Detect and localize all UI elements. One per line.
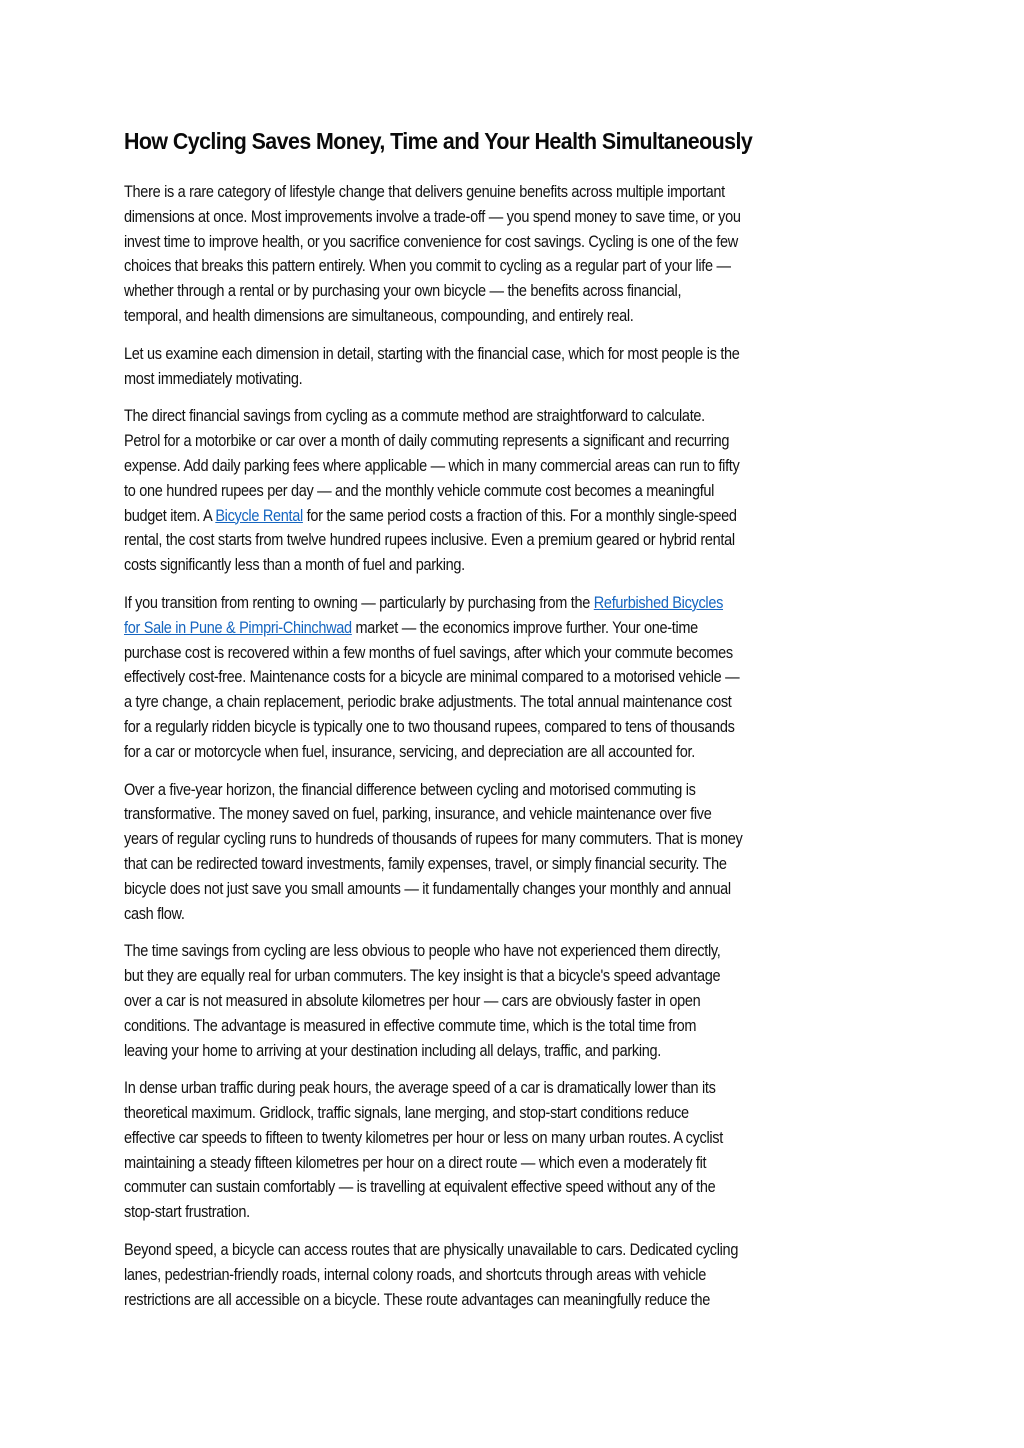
text-line: temporal, and health dimensions are simultaneous, compounding, and entirely real. <box>124 306 634 325</box>
text-line: years of regular cycling runs to hundreds of thousands of rupees for many commuters. That is money <box>124 830 743 849</box>
text-line: rental, the cost starts from twelve hundred rupees inclusive. Even a premium geared or hybrid rental <box>124 531 735 550</box>
text-line: lanes, pedestrian-friendly roads, internal colony roads, and shortcuts through areas with vehicle <box>124 1265 706 1284</box>
text-line: cash flow. <box>124 904 185 923</box>
text-line: costs significantly less than a month of fuel and parking. <box>124 556 465 575</box>
text-line: conditions. The advantage is measured in effective commute time, which is the total time from <box>124 1016 697 1035</box>
paragraph-five-year <box>124 778 914 927</box>
text-line: effective car speeds to fifteen to twenty kilometres per hour or less on many urban routes. A cyclist <box>124 1128 723 1147</box>
page-title: How Cycling Saves Money, Time and Your Health Simultaneously <box>124 128 753 154</box>
text-line: but they are equally real for urban commuters. The key insight is that a bicycle's speed advantage <box>124 967 721 986</box>
text-line: In dense urban traffic during peak hours, the average speed of a car is dramatically lower than its <box>124 1079 716 1098</box>
text-line-with-link <box>124 504 823 529</box>
text-line: transformative. The money saved on fuel, parking, insurance, and vehicle maintenance over five <box>124 805 712 824</box>
paragraph-routes <box>124 1238 914 1312</box>
text-line: commuter can sustain comfortably — is travelling at equivalent effective speed without any of the <box>124 1178 716 1197</box>
text-segment: market — the economics improve further. Your one-time <box>351 618 698 637</box>
text-line: a tyre change, a chain replacement, periodic brake adjustments. The total annual maintenance cost <box>124 693 732 712</box>
text-line: Let us examine each dimension in detail, starting with the financial case, which for most people is the <box>124 344 740 363</box>
text-line-with-link <box>124 591 823 616</box>
text-line: Petrol for a motorbike or car over a month of daily commuting represents a significant and recurring <box>124 432 730 451</box>
paragraph-intro <box>124 180 914 329</box>
text-line: leaving your home to arriving at your destination including all delays, traffic, and parking. <box>124 1041 661 1060</box>
text-line: for a regularly ridden bicycle is typically one to two thousand rupees, compared to tens of thousands <box>124 717 735 736</box>
text-segment: for the same period costs a fraction of this. For a monthly single-speed <box>302 506 737 525</box>
text-line: that can be redirected toward investments, family expenses, travel, or simply financial security. The <box>124 854 727 873</box>
text-line: most immediately motivating. <box>124 369 303 388</box>
text-line: for a car or motorcycle when fuel, insurance, servicing, and depreciation are all accounted for. <box>124 742 695 761</box>
paragraph-time-savings <box>124 939 914 1063</box>
text-line: whether through a rental or by purchasing your own bicycle — the benefits across financial, <box>124 282 682 301</box>
text-line: The time savings from cycling are less obvious to people who have not experienced them directly, <box>124 942 721 961</box>
document-page <box>124 124 914 1325</box>
text-line: to one hundred rupees per day — and the monthly vehicle commute cost becomes a meaningful <box>124 481 715 500</box>
text-line: maintaining a steady fifteen kilometres per hour on a direct route — which even a moderately fit <box>124 1153 707 1172</box>
text-line: invest time to improve health, or you sacrifice convenience for cost savings. Cycling is one of the few <box>124 232 738 251</box>
text-line: stop-start frustration. <box>124 1203 250 1222</box>
text-line: bicycle does not just save you small amounts — it fundamentally changes your monthly and annual <box>124 879 731 898</box>
paragraph-urban-traffic <box>124 1076 914 1225</box>
text-segment: If you transition from renting to owning — particularly by purchasing from the <box>124 593 594 612</box>
paragraph-owning <box>124 591 914 765</box>
text-line: over a car is not measured in absolute kilometres per hour — cars are obviously faster in open <box>124 991 701 1010</box>
text-line: There is a rare category of lifestyle change that delivers genuine benefits across multiple important <box>124 183 725 201</box>
text-segment: budget item. A <box>124 506 216 525</box>
text-line: theoretical maximum. Gridlock, traffic signals, lane merging, and stop-start conditions reduce <box>124 1104 689 1123</box>
text-line: choices that breaks this pattern entirely. When you commit to cycling as a regular part of your life — <box>124 257 731 276</box>
paragraph-financial-savings <box>124 404 914 578</box>
bicycle-rental-link[interactable]: Bicycle Rental <box>215 506 303 525</box>
text-line: effectively cost-free. Maintenance costs for a bicycle are minimal compared to a motorised vehicle — <box>124 668 740 687</box>
text-line-with-link <box>124 616 823 641</box>
text-line: The direct financial savings from cycling as a commute method are straightforward to calculate. <box>124 407 705 426</box>
refurbished-bicycles-link[interactable]: Refurbished Bicycles <box>593 593 724 612</box>
text-line: expense. Add daily parking fees where applicable — which in many commercial areas can run to fifty <box>124 456 740 475</box>
text-line: purchase cost is recovered within a few months of fuel savings, after which your commute becomes <box>124 643 733 662</box>
refurbished-bicycles-link-continued[interactable]: for Sale in Pune & Pimpri-Chinchwad <box>124 618 352 637</box>
paragraph-examine <box>124 342 914 392</box>
text-line: dimensions at once. Most improvements involve a trade-off — you spend money to save time, or you <box>124 207 741 226</box>
text-line: restrictions are all accessible on a bicycle. These route advantages can meaningfully reduce the <box>124 1290 711 1309</box>
text-line: Beyond speed, a bicycle can access routes that are physically unavailable to cars. Dedicated cycling <box>124 1241 739 1260</box>
text-line: Over a five-year horizon, the financial difference between cycling and motorised commuting is <box>124 780 696 799</box>
